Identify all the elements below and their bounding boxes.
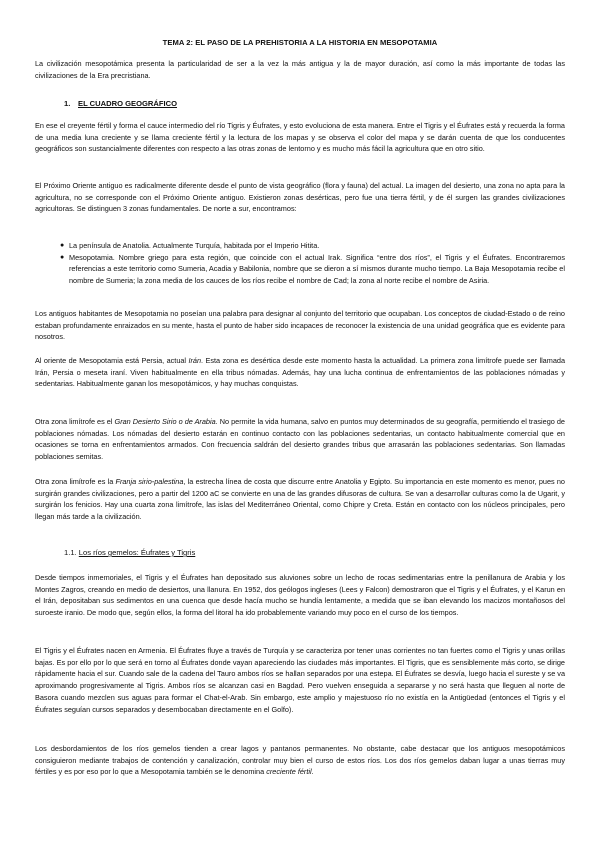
paragraph-desbordamientos: Los desbordamientos de los ríos gemelos tienden a crear lagos y pantanos permanentes. No obstante, cabe destacar que los antiguos mesopotámicos consiguieron mediante trabajos de contención y canalización, controlar muy bien el curso de estos ríos. Los dos ríos gemelos daban lugar a unas tierras muy fértiles y es por eso por lo que a Mesopotamia también se le denomina creciente fértil. (35, 744, 565, 777)
section-heading-1 (64, 99, 177, 108)
zones-list (35, 240, 565, 287)
paragraph-rios: El Tigris y el Éufrates nacen en Armenia. El Éufrates fluye a través de Turquía y se caracteriza por tener unas corrientes no tan fuertes como el Tigris y unas orillas bajas. Es por ello por lo que será en torno al Éufrates donde vayan apareciendo las ciudades más importantes. El Tigris, que es sensiblemente más corto, se dirige rápidamente hacia el sur. Cuando sale de la cadena del Tauro ambos ríos se hallan separados por una estepa. El Éufrates se desvía, luego hacia el sureste y se va aproximando progresivamente al Tigris. Ambos ríos se alcanzan casi en Bagdad. Pero vuelven enseguida a separarse y no será hasta que lleguen al norte de Basora cuando mezclen sus aguas para formar el Chat-el-Arab. Sin embargo, este amplio y majestuoso río no existía en la Antigüedad (entonces el Tigris y el Éufrates seguían cursos separados y desembocaban directamente en el Golfo). (35, 646, 565, 714)
paragraph-persia: Al oriente de Mesopotamia está Persia, actual Irán. Esta zona es desértica desde este momento hasta la actualidad. La primera zona limítrofe puede ser llamada Irán, Persia o meseta iraní. Viven habitualmente en ella tribus nómadas. Además, hay una lucha continua de enfrentamientos de las poblaciones nómadas y sedentarias. Habitualmente ganan los mesopotámicos, y hay muchas conquistas. (35, 356, 565, 389)
list-item: ● Mesopotamia. Nombre griego para esta región, que coincide con el actual Irak. Significa “entre dos ríos”, el Tigris y el Éufrates. Encontraremos referencias a este territorio como Sumeria, Acadia y Babilonia, nombre que se dieron a sí mismos durante mucho tiempo. La Baja Mesopotamia recibe el nombre de Sumeria; la zona media de los cauces de los ríos recibe el nombre de Cad; la zona al norte recibe el nombre de Asiria. (60, 252, 565, 286)
paragraph-habitantes: Los antiguos habitantes de Mesopotamia no poseían una palabra para designar al conjunto del territorio que ocupaban. Los conceptos de ciudad-Estado o de reino estaban profundamente enraizados en su mente, hasta el punto de haber sido incapaces de reconocer la existencia de una unidad geográfica que es evidente para nosotros. (35, 309, 565, 342)
bullet-icon: ● (60, 242, 65, 249)
section-title: Los ríos gemelos: Éufrates y Tigris (78, 548, 196, 557)
paragraph-proximo-oriente: El Próximo Oriente antiguo es radicalmente diferente desde el punto de vista geográfico (flora y fauna) del actual. La imagen del desierto, una zona no apta para la agricultura, no se corresponde con el Próximo Oriente antiguo. Existieron zonas desérticas, pero fue una tierra fértil, y de él surgen las grandes civilizaciones agricultoras. Se distinguen 3 zonas fundamentales. De norte a sur, encontramos: (35, 181, 565, 214)
paragraph-creciente-fertil: En ese el creyente fértil y forma el cauce intermedio del río Tigris y Éufrates, y esto evoluciona de esta manera. Entre el Tigris y el Éufrates está y recuerda la forma de una media luna creciente y se llama creciente fértil y la lectura de los mapas y se observa el color del mapa y se darán cuenta de que los conducentes geográficos son sustancialmente diferentes con respecto a las otras zonas de lentorno y es mucho más fácil la agricultura que en otro sitio. (35, 121, 565, 154)
paragraph-franja: Otra zona limítrofe es la Franja sirio-palestina, la estrecha línea de costa que discurre entre Anatolia y Egipto. Su importancia en este momento es menor, pues no surgirán grandes civilizaciones, pero a partir del 1200 aC se convierte en una de las grandes difusoras de cultura. Se van a desarrollar culturas como la de Ugarit, y surgirán los fenicios. Hay una cuarta zona limítrofe, las islas del Mediterráneo Oriental, como Chipre y Creta. Están en contacto con los núcleos principales, pero llegan más tarde a la civilización. (35, 477, 565, 522)
list-item: ● La península de Anatolia. Actualmente Turquía, habitada por el Imperio Hitita. (60, 241, 320, 250)
section-number: 1. (64, 99, 71, 108)
paragraph-aluviones: Desde tiempos inmemoriales, el Tigris y el Éufrates han depositado sus aluviones sobre un lecho de rocas sedimentarias entre la penillanura de Arabia y los Montes Zagros, creando en medio de desiertos, una llanura. En 1952, dos geólogos ingleses (Lees y Falcon) demostraron que el Tigris y el Éufrates, y el Karun en el Irán, depositaban sus sedimentos en una cuenca que desde hacía mucho se hundía lentamente, a medida que se iban elevando los macizos montañosos del suroeste iranio. De modo que, según ellos, la forma del litoral ha ido probablemente variando muy poco en el curso de los tiempos. (35, 573, 565, 618)
section-number: 1.1. (64, 548, 77, 557)
bullet-icon: ● (60, 253, 65, 261)
section-title: EL CUADRO GEOGRÁFICO (78, 99, 178, 108)
section-heading-1-1 (64, 548, 195, 557)
paragraph-desierto: Otra zona limítrofe es el Gran Desierto Sirio o de Arabia. No permite la vida humana, salvo en puntos muy determinados de su geografía, permitiendo el trasiego de poblaciones nómadas. Los nómadas del desierto estarán en continuo contacto con las poblaciones sedentarias, un contacto habitualmente comercial que en ocasiones se torna en enfrentamientos armados. Con frecuencia saldrán del desierto grandes tribus que arrasarán las poblaciones sedentarias. Son llamadas poblaciones semitas. (35, 417, 565, 462)
document-title: TEMA 2: EL PASO DE LA PREHISTORIA A LA HISTORIA EN MESOPOTAMIA (162, 38, 438, 47)
intro-paragraph: La civilización mesopotámica presenta la particularidad de ser a la vez la más antigua y la de mayor duración, así como la más importante de todas las civilizaciones de la Era precristiana. (35, 59, 565, 80)
